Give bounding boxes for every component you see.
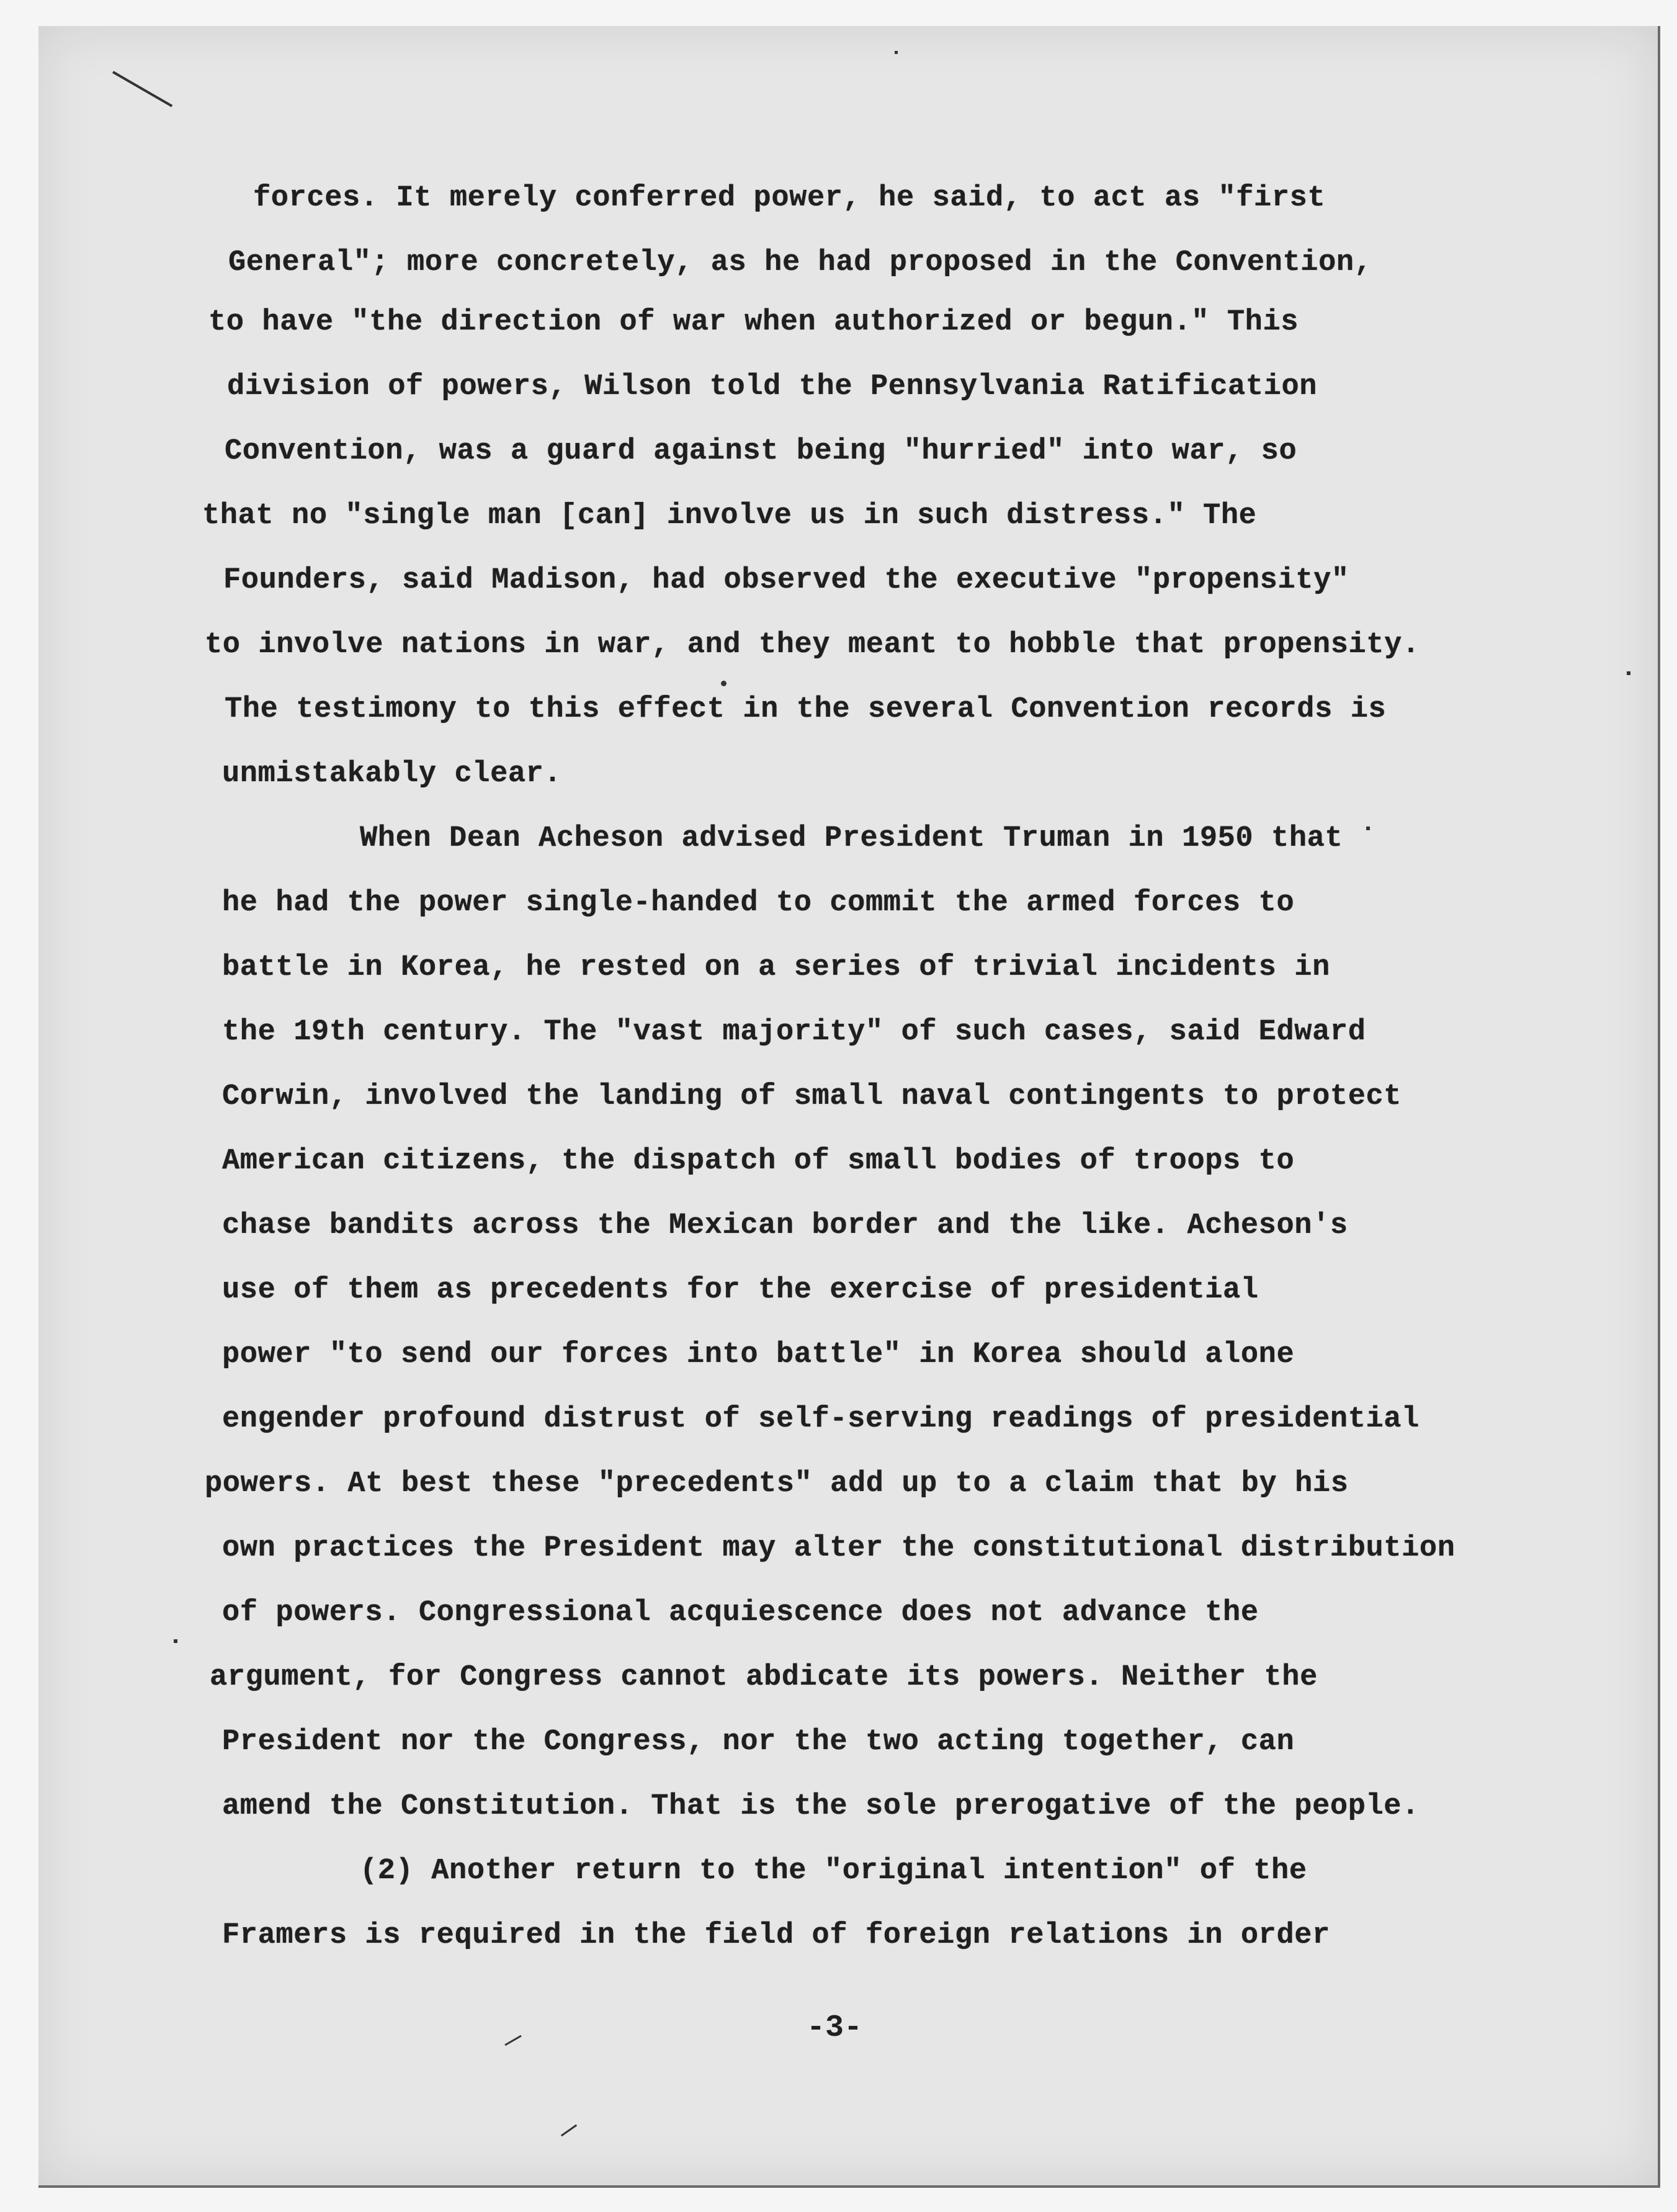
text-line: powers. At best these "precedents" add up to a claim that by his bbox=[205, 1467, 1349, 1500]
text-line: engender profound distrust of self-serving readings of presidential bbox=[222, 1403, 1420, 1436]
text-line: to involve nations in war, and they meant to hobble that propensity. bbox=[205, 629, 1420, 661]
text-line: he had the power single-handed to commit the armed forces to bbox=[222, 887, 1295, 920]
text-line: division of powers, Wilson told the Pennsylvania Ratification bbox=[227, 370, 1318, 403]
ink-speck bbox=[895, 51, 898, 54]
pen-mark-decoration bbox=[112, 71, 172, 107]
pen-stroke bbox=[561, 2125, 577, 2137]
text-line: Corwin, involved the landing of small naval contingents to protect bbox=[222, 1080, 1402, 1113]
pen-stroke bbox=[504, 2035, 521, 2046]
text-line: own practices the President may alter the constitutional distribution bbox=[222, 1532, 1456, 1565]
ink-speck bbox=[1627, 671, 1630, 675]
text-line: argument, for Congress cannot abdicate its powers. Neither the bbox=[210, 1661, 1318, 1694]
text-line: the 19th century. The "vast majority" of such cases, said Edward bbox=[222, 1016, 1366, 1049]
page-number: -3- bbox=[807, 2010, 863, 2046]
text-line: battle in Korea, he rested on a series of trivial incidents in bbox=[222, 951, 1330, 984]
text-line: When Dean Acheson advised President Truman in 1950 that bbox=[360, 822, 1343, 855]
text-line: General"; more concretely, as he had proposed in the Convention, bbox=[228, 246, 1372, 279]
text-line: amend the Constitution. That is the sole prerogative of the people. bbox=[222, 1790, 1420, 1823]
text-line: unmistakably clear. bbox=[222, 758, 562, 790]
text-line: to have "the direction of war when authorized or begun." This bbox=[208, 306, 1299, 339]
text-line: President nor the Congress, nor the two acting together, can bbox=[222, 1726, 1295, 1758]
text-line: that no "single man [can] involve us in such distress." The bbox=[202, 499, 1257, 532]
ink-speck bbox=[174, 1639, 177, 1643]
text-line: forces. It merely conferred power, he said, to act as "first bbox=[253, 182, 1326, 215]
text-line: Founders, said Madison, had observed the executive "propensity" bbox=[223, 564, 1349, 597]
text-line: power "to send our forces into battle" in Korea should alone bbox=[222, 1338, 1295, 1371]
text-line: (2) Another return to the "original intention" of the bbox=[360, 1855, 1307, 1887]
text-line: Framers is required in the field of foreign relations in order bbox=[222, 1919, 1330, 1952]
text-line: chase bandits across the Mexican border and the like. Acheson's bbox=[222, 1209, 1348, 1242]
typed-text-body bbox=[186, 166, 1576, 1968]
text-line: American citizens, the dispatch of small bodies of troops to bbox=[222, 1145, 1295, 1178]
text-line: Convention, was a guard against being "hurried" into war, so bbox=[225, 435, 1297, 468]
text-line: use of them as precedents for the exercise of presidential bbox=[222, 1274, 1259, 1307]
text-line: The testimony to this effect in the several Convention records is bbox=[225, 693, 1387, 726]
text-line: of powers. Congressional acquiescence does not advance the bbox=[222, 1596, 1259, 1629]
